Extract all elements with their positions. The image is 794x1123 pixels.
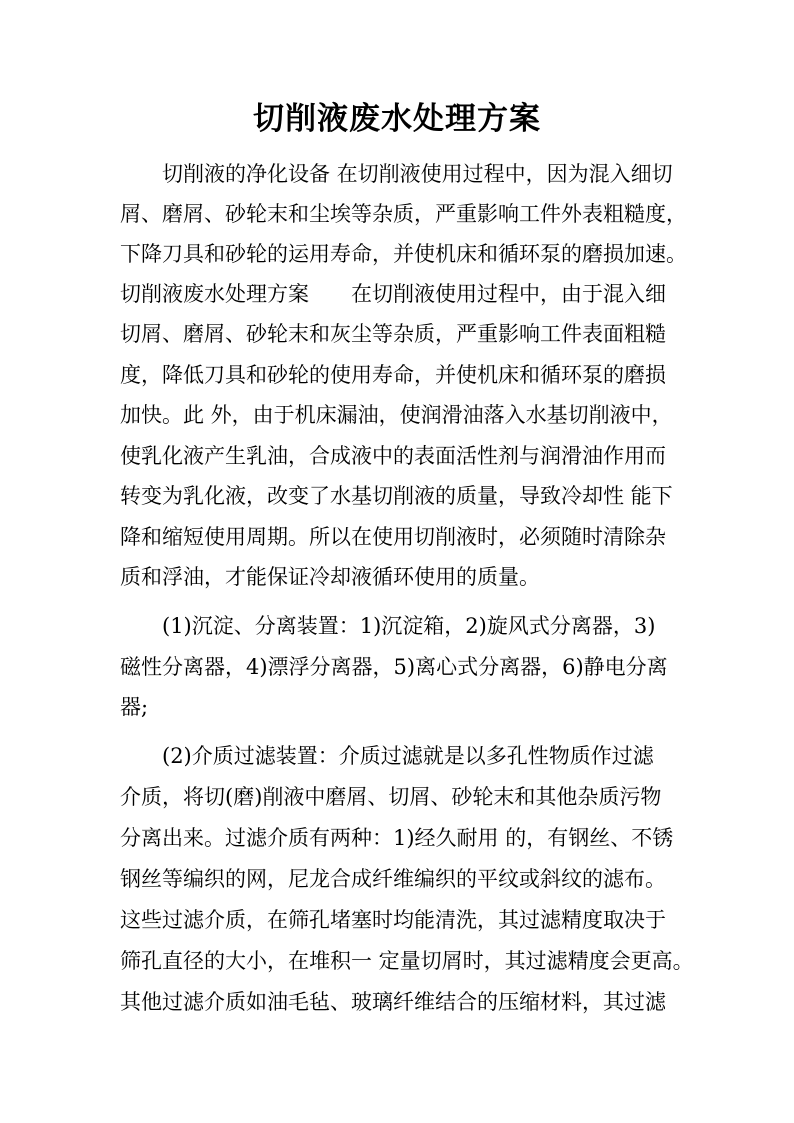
- text-line: 筛孔直径的大小，在堆积一 定量切屑时，其过滤精度会更高。: [120, 949, 694, 973]
- text-line: 介质，将切(磨)削液中磨屑、切屑、砂轮末和其他杂质污物: [120, 785, 662, 809]
- text-line: 其他过滤介质如油毛毡、玻璃纤维结合的压缩材料，其过滤: [120, 990, 666, 1014]
- text-line: 切屑、磨屑、砂轮末和灰尘等杂质，严重影响工件表面粗糙: [120, 322, 666, 346]
- text-line: 降和缩短使用周期。所以在使用切削液时，必须随时清除杂: [120, 525, 666, 549]
- text-line: 切削液废水处理方案 在切削液使用过程中，由于混入细: [120, 282, 666, 306]
- text-line: 使乳化液产生乳油，合成液中的表面活性剂与润滑油作用而: [120, 444, 666, 468]
- document-title: 切削液废水处理方案: [253, 101, 541, 137]
- text-line: 磁性分离器，4)漂浮分离器，5)离心式分离器，6)静电分离: [120, 655, 668, 679]
- text-line: 下降刀具和砂轮的运用寿命，并使机床和循环泵的磨损加速。: [120, 242, 687, 266]
- text-line: (2)介质过滤装置：介质过滤就是以多孔性物质作过滤: [162, 744, 654, 768]
- text-line: 这些过滤介质，在筛孔堵塞时均能清洗，其过滤精度取决于: [120, 908, 666, 932]
- text-line: 器;: [120, 695, 149, 719]
- text-line: 质和浮油，才能保证冷却液循环使用的质量。: [120, 565, 540, 589]
- text-line: 切削液的净化设备 在切削液使用过程中，因为混入细切: [162, 162, 673, 186]
- text-line: 加快。此 外，由于机床漏油，使润滑油落入水基切削液中，: [120, 403, 673, 427]
- text-line: 屑、磨屑、砂轮末和尘埃等杂质，严重影响工件外表粗糙度，: [120, 202, 687, 226]
- text-line: 钢丝等编织的网，尼龙合成纤维编织的平纹或斜纹的滤布。: [120, 867, 666, 891]
- text-line: (1)沉淀、分离装置：1)沉淀箱，2)旋风式分离器，3): [162, 614, 656, 638]
- text-line: 度，降低刀具和砂轮的使用寿命，并使机床和循环泵的磨损: [120, 363, 666, 387]
- text-line: 分离出来。过滤介质有两种：1)经久耐用 的，有钢丝、不锈: [120, 826, 674, 850]
- text-line: 转变为乳化液，改变了水基切削液的质量，导致冷却性 能下: [120, 484, 673, 508]
